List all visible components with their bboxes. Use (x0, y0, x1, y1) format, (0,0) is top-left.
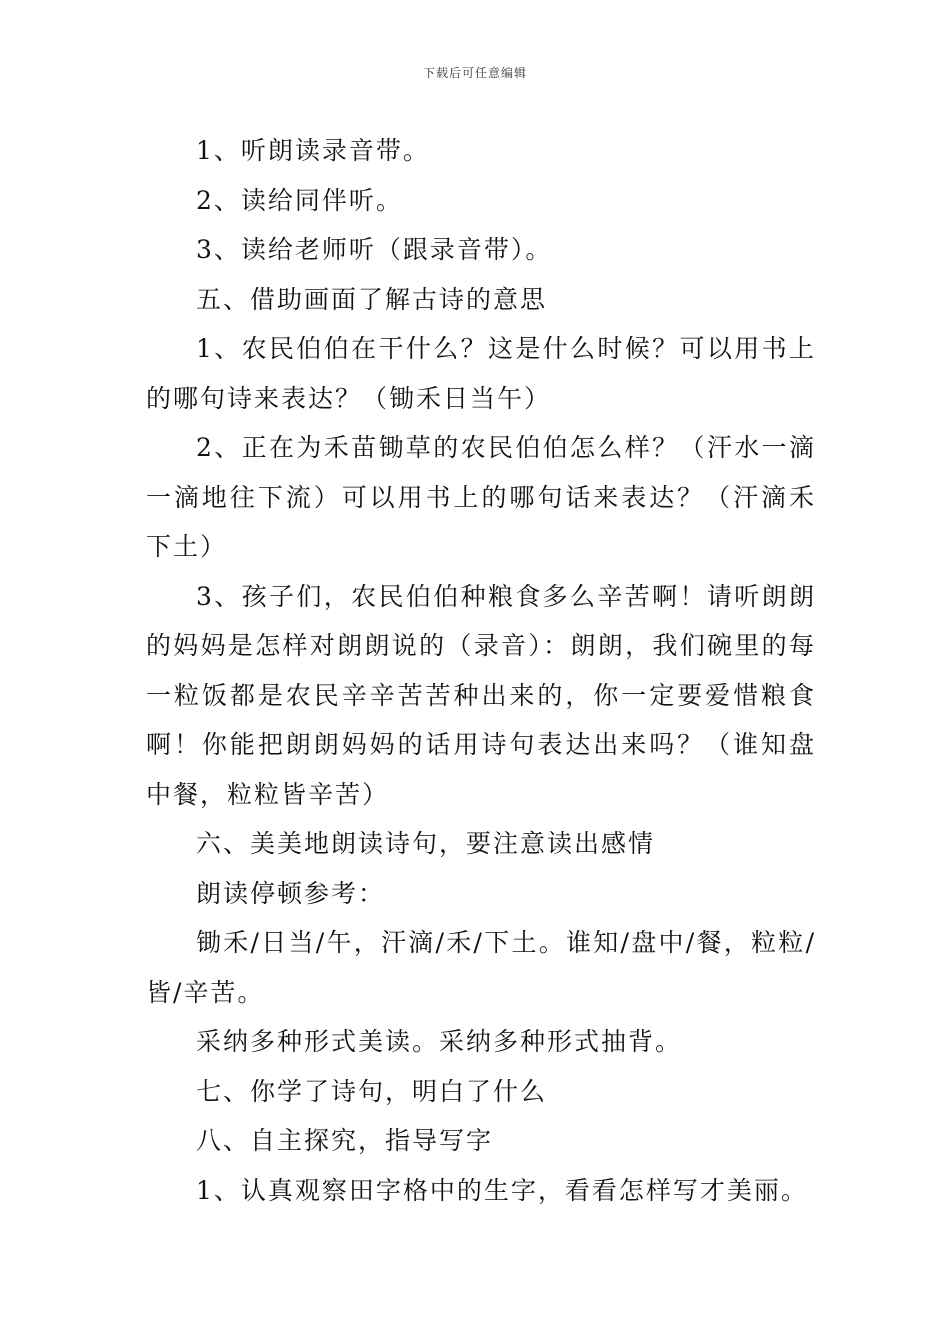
document-body (146, 126, 816, 1215)
paragraph: 3、读给老师听（跟录音带）。 (196, 235, 553, 264)
section-heading: 八、自主探究，指导写字 (196, 1126, 494, 1155)
paragraph: 2、正在为禾苗锄草的农民伯伯怎么样？（汗水一滴一滴地往下流）可以用书上的哪句话来表达？（汗滴禾下土） (146, 433, 816, 561)
paragraph: 朗读停顿参考： (196, 878, 386, 908)
paragraph: 锄禾/日当/午，汗滴/禾/下土。谁知/盘中/餐，粒粒/皆/辛苦。 (146, 928, 816, 1007)
paragraph: 1、认真观察田字格中的生字，看看怎样写才美丽。 (196, 1175, 808, 1205)
paragraph: 采纳多种形式美读。采纳多种形式抽背。 (196, 1027, 683, 1056)
paragraph: 1、农民伯伯在干什么？这是什么时候？可以用书上的哪句诗来表达？（锄禾日当午） (146, 334, 816, 413)
paragraph: 1、听朗读录音带。 (196, 136, 430, 165)
paragraph: 3、孩子们，农民伯伯种粮食多么辛苦啊！请听朗朗的妈妈是怎样对朗朗说的（录音）：朗朗，我们碗里的每一粒饭都是农民辛辛苦苦种出来的，你一定要爱惜粮食啊！你能把朗朗妈妈的话用诗句表达出来吗？（谁知盘中餐，粒粒皆辛苦） (146, 581, 816, 809)
section-heading: 七、你学了诗句，明白了什么 (196, 1076, 548, 1106)
section-heading: 六、美美地朗读诗句，要注意读出感情 (196, 829, 656, 858)
section-heading: 五、借助画面了解古诗的意思 (196, 284, 548, 314)
page-header: 下载后可任意编辑 (422, 66, 527, 80)
paragraph: 2、读给同伴听。 (196, 185, 403, 215)
